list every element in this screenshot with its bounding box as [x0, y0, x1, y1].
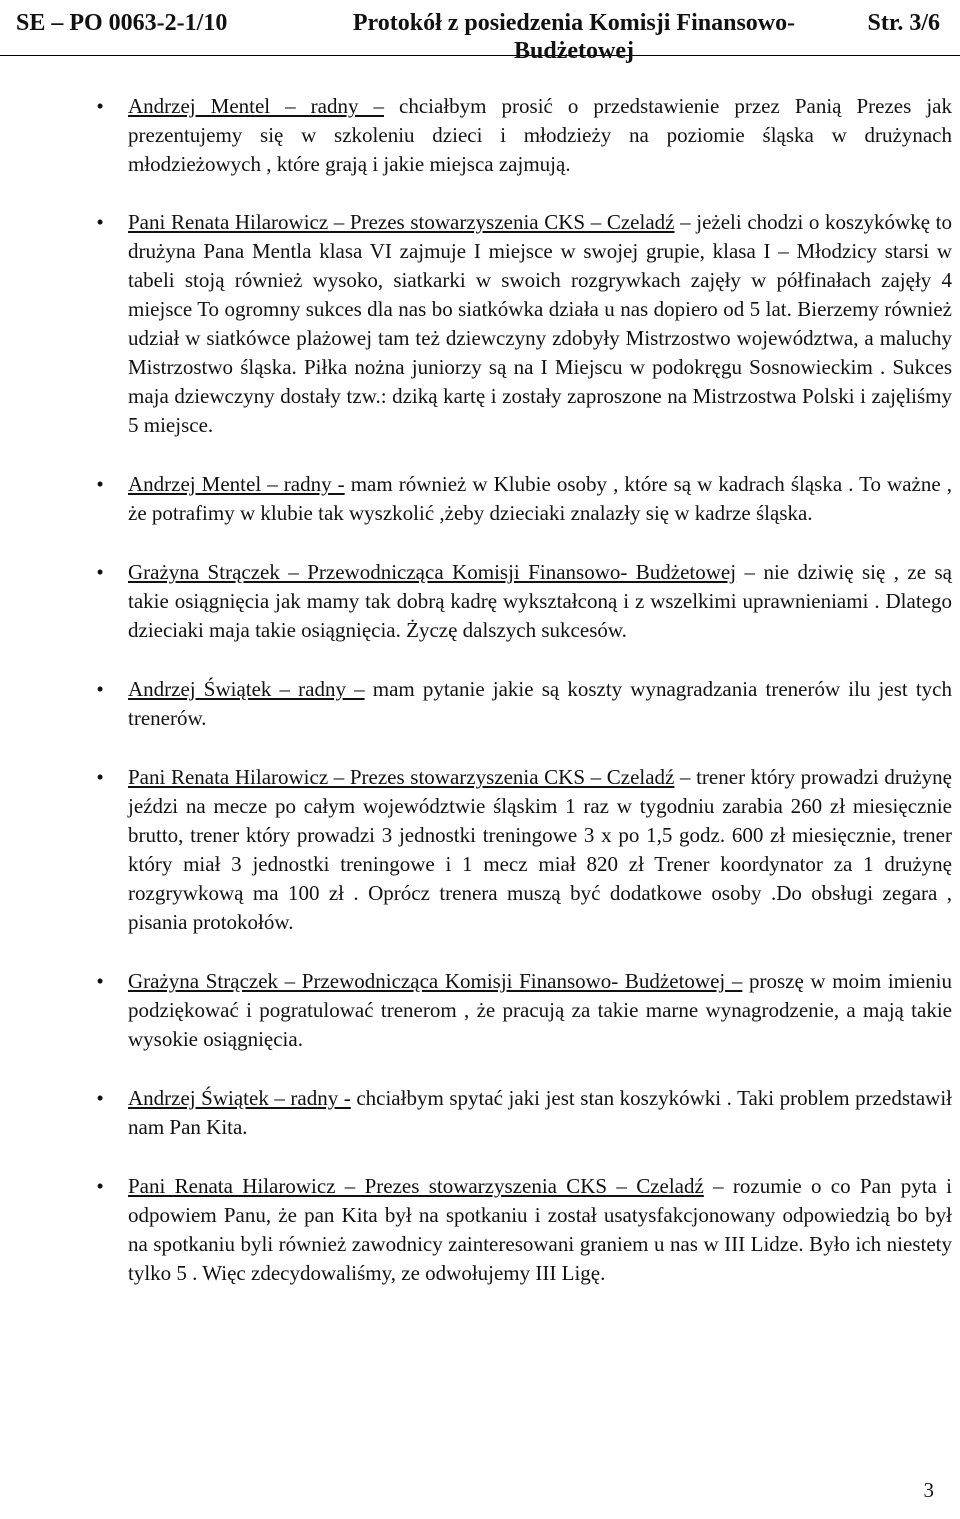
statement-item [88, 470, 952, 528]
statement-text: – jeżeli chodzi o koszykówkę to drużyna Pana Mentla klasa VI zajmuje I miejsce w swojej grupie, klasa I – Młodzicy starsi w tabeli stoją również wysoko, siatkarki w swoich rozgrywkach zajęły w półfinałach zajęły 4 miejsce To ogromny sukces dla nas bo siatkówka działa u nas dopiero od 5 lat. Bierzemy również udział w siatkówce plażowej tam też dziewczyny zdobyły Mistrzostwo województwa, a maluchy Mistrzostwo śląska. Piłka nożna juniorzy są na I Miejscu w podokręgu Sosnowieckim . Sukces maja dziewczyny dostały tzw.: dziką kartę i zostały zaproszone na Mistrzostwa Polski i zajęliśmy 5 miejsce. [128, 210, 952, 437]
speaker-name: Grażyna Strączek – Przewodnicząca Komisji Finansowo- Budżetowej [128, 560, 737, 584]
statement-item [88, 558, 952, 645]
speaker-name: Pani Renata Hilarowicz – Prezes stowarzyszenia CKS – Czeladź [128, 1174, 704, 1198]
statement-item [88, 1172, 952, 1288]
statement-item [88, 208, 952, 440]
statement-item [88, 763, 952, 937]
bullet-icon: • [96, 677, 104, 701]
statement-text: – nie dziwię się , ze są takie osiągnięcia jak mamy tak dobrą kadrę wykształconą i z wszelkimi uprawnieniami . Dlatego dzieciaki maja takie osiągnięcia. Życzę dalszych sukcesów. [128, 560, 952, 642]
bullet-icon: • [96, 765, 104, 789]
speaker-name: Grażyna Strączek – Przewodnicząca Komisji Finansowo- Budżetowej – [128, 969, 743, 993]
document-id: SE – PO 0063-2-1/10 [16, 10, 228, 36]
statement-item [88, 967, 952, 1054]
speaker-name: Andrzej Mentel – radny – [128, 94, 385, 118]
bullet-icon: • [96, 560, 104, 584]
bullet-icon: • [96, 1174, 104, 1198]
statement-text: mam pytanie jakie są koszty wynagradzania trenerów ilu jest tych trenerów. [128, 677, 952, 730]
document-title: Protokół z posiedzenia Komisji Finansowo-Budżetowej [352, 10, 796, 64]
speaker-name: Andrzej Świątek – radny – [128, 677, 365, 701]
statement-item [88, 675, 952, 733]
statement-item [88, 92, 952, 179]
statement-text: – trener który prowadzi drużynę jeździ na mecze po całym województwie śląskim 1 raz w tygodniu zarabia 260 zł miesięcznie brutto, trener który prowadzi 3 jednostki treningowe 3 x po 1,5 godz. 600 zł miesięcznie, trener który miał 3 jednostki treningowe i 1 mecz miał 820 zł Trener koordynator za 1 drużynę rozgrywkową ma 100 zł . Oprócz trenera muszą być dodatkowe osoby .Do obsługi zegara , pisania protokołów. [128, 765, 952, 934]
minutes-body [88, 92, 952, 1288]
statement-item [88, 1084, 952, 1142]
page-header [0, 0, 960, 64]
statement-text: proszę w moim imieniu podziękować i pogratulować trenerom , że pracują za takie marne wynagrodzenie, a mają takie wysokie osiągnięcia. [128, 969, 952, 1051]
bullet-icon: • [96, 472, 104, 496]
speaker-name: Andrzej Mentel – radny - [128, 472, 345, 496]
speaker-name: Pani Renata Hilarowicz – Prezes stowarzyszenia CKS – Czeladź [128, 765, 675, 789]
statement-text: – rozumie o co Pan pyta i odpowiem Panu, że pan Kita był na spotkaniu i został usatysfakcjonowany odpowiedzią bo był na spotkaniu byli również zawodnicy zainteresowani graniem u nas w III Lidze. Było ich niestety tylko 5 . Więc zdecydowaliśmy, ze odwołujemy III Ligę. [128, 1174, 952, 1285]
bullet-icon: • [96, 1086, 104, 1110]
statement-text: chciałbym spytać jaki jest stan koszykówki . Taki problem przedstawił nam Pan Kita. [128, 1086, 952, 1139]
speaker-name: Andrzej Świątek – radny - [128, 1086, 351, 1110]
statement-text: mam również w Klubie osoby , które są w kadrach śląska . To ważne , że potrafimy w klubie tak wyszkolić ,żeby dzieciaki znalazły się w kadrze śląska. [128, 472, 952, 525]
bullet-icon: • [96, 94, 104, 118]
bullet-icon: • [96, 969, 104, 993]
statement-text: chciałbym prosić o przedstawienie przez Panią Prezes jak prezentujemy się w szkoleniu dzieci i młodzieży na poziomie śląska w drużynach młodzieżowych , które grają i jakie miejsca zajmują. [128, 94, 952, 176]
speaker-name: Pani Renata Hilarowicz – Prezes stowarzyszenia CKS – Czeladź [128, 210, 675, 234]
page-number: 3 [923, 1478, 934, 1502]
page-label: Str. 3/6 [867, 10, 940, 36]
bullet-icon: • [96, 210, 104, 234]
